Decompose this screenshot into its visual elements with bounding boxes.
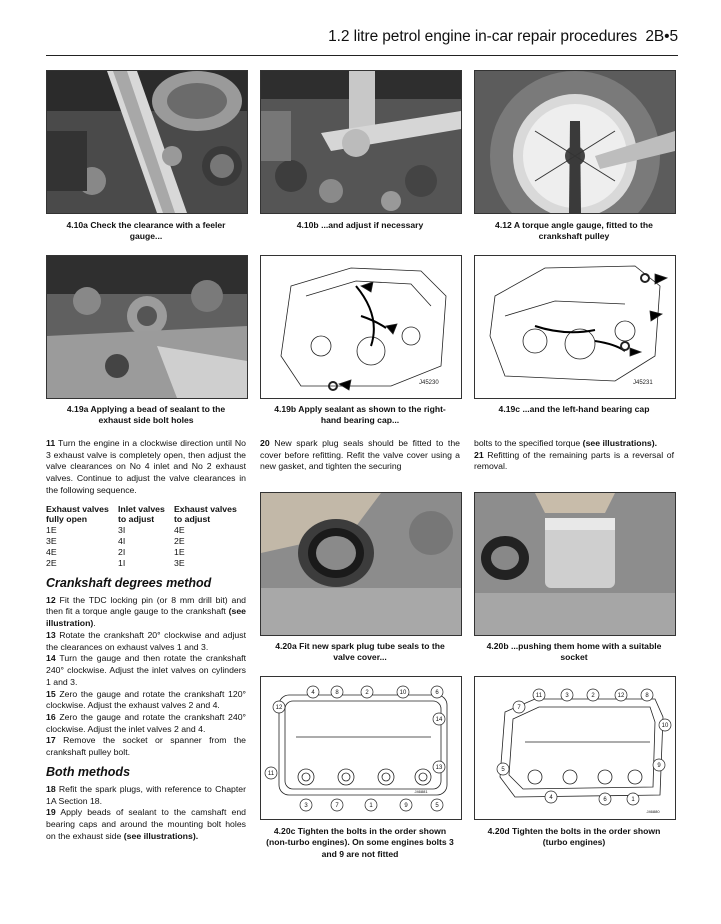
table-row: 2E 1I 3E <box>46 558 185 569</box>
caption-4-19c: 4.19c ...and the left-hand bearing cap <box>498 404 650 414</box>
bolt-number: 5 <box>435 803 439 809</box>
bolt-number: 11 <box>267 771 275 777</box>
bolt-number: 12 <box>617 693 625 699</box>
diagram-code-4-19b: J45230 <box>419 380 439 386</box>
bolt-number: 10 <box>399 690 407 696</box>
paragraph-20: 20 New spark plug seals should be fitted to the cover before refitting. Refit the valve cover using a new gasket, and tighten the securing <box>260 438 460 472</box>
bolt-number: 1 <box>369 803 373 809</box>
paragraph-14: 14 Turn the gauge and then rotate the crankshaft 240° clockwise. Adjust the inlet valves on cylinders 1 and 3. <box>46 653 246 687</box>
bolt-number: 11 <box>535 693 543 699</box>
diagram-code-4-20d: J46880 <box>646 809 660 814</box>
paragraph-19: 19 Apply beads of sealant to the camshaft end bearing caps and around the mounting bolt holes on the exhaust side (see illustrations). <box>46 807 246 841</box>
heading-crankshaft-method: Crankshaft degrees method <box>46 575 212 590</box>
paragraph-17: 17 Remove the socket or spanner from the crankshaft pulley bolt. <box>46 735 246 758</box>
paragraph-16: 16 Zero the gauge and rotate the crankshaft 240° clockwise. Adjust the inlet valves 2 and 4. <box>46 712 247 734</box>
bolt-number: 2 <box>365 690 369 696</box>
bolt-number: 2 <box>591 693 595 699</box>
valve-table-header: Inlet valves to adjust <box>118 503 165 525</box>
diagram-code-4-20c: J46881 <box>414 789 428 794</box>
bolt-number: 6 <box>603 797 607 803</box>
page-header <box>46 28 678 46</box>
bolt-number: 13 <box>435 765 443 771</box>
text-column-1 <box>46 438 246 843</box>
diagram-4-19b <box>260 255 462 399</box>
page-number: 2B•5 <box>645 28 678 45</box>
photo-4-12 <box>474 70 676 214</box>
header-rule <box>46 55 678 56</box>
bolt-number: 10 <box>661 723 669 729</box>
bolt-number: 9 <box>404 803 408 809</box>
photo-4-20a <box>260 492 462 636</box>
paragraph-21: 21 Refitting of the remaining parts is a reversal of removal. <box>474 449 674 472</box>
valve-table <box>46 504 246 570</box>
diagram-4-20c <box>260 676 462 820</box>
bolt-number: 1 <box>631 797 635 803</box>
bolt-number: 9 <box>657 763 661 769</box>
caption-4-10a: 4.10a Check the clearance with a feeler gauge... <box>66 220 226 242</box>
paragraph-15: 15 Zero the gauge and rotate the crankshaft 120° clockwise. Adjust the exhaust valves 2 and 4. <box>46 688 247 711</box>
header-title: 1.2 litre petrol engine in-car repair procedures <box>328 28 637 45</box>
paragraph-20-continued: bolts to the specified torque (see illustrations). <box>474 438 658 448</box>
caption-4-10b: 4.10b ...and adjust if necessary <box>296 220 424 230</box>
caption-4-20b: 4.20b ...pushing them home with a suitable socket <box>486 641 662 663</box>
caption-4-20d: 4.20d Tighten the bolts in the order shown (turbo engines) <box>487 826 661 848</box>
photo-4-10b <box>260 70 462 214</box>
bolt-number: 8 <box>335 690 339 696</box>
diagram-code-4-19c: J45231 <box>633 380 653 386</box>
diagram-4-19c <box>474 255 676 399</box>
valve-table-header: Exhaust valves fully open <box>46 503 109 525</box>
bolt-number: 6 <box>435 690 439 696</box>
bolt-number: 12 <box>275 705 283 711</box>
photo-4-20b <box>474 492 676 636</box>
caption-4-20a: 4.20a Fit new spark plug tube seals to the valve cover... <box>275 641 445 663</box>
bolt-number: 3 <box>304 803 308 809</box>
text-column-3 <box>474 438 674 473</box>
bolt-number: 3 <box>565 693 569 699</box>
table-row: 1E 3I 4E <box>46 524 185 535</box>
heading-both-methods: Both methods <box>46 764 131 779</box>
caption-4-19b: 4.19b Apply sealant as shown to the right-hand bearing cap... <box>274 404 446 426</box>
caption-4-19a: 4.19a Applying a bead of sealant to the exhaust side bolt holes <box>66 404 226 426</box>
diagram-4-20d <box>474 676 676 820</box>
bolt-number: 7 <box>517 705 521 711</box>
text-column-2 <box>260 438 460 473</box>
caption-4-20c: 4.20c Tighten the bolts in the order shown (non-turbo engines). On some engines bolts 3 and 9 are not fitted <box>266 826 454 859</box>
paragraph-18: 18 Refit the spark plugs, with reference to Chapter 1A Section 18. <box>46 783 246 806</box>
bolt-number: 5 <box>501 767 505 773</box>
table-row: 4E 2I 1E <box>46 547 185 558</box>
bolt-number: 7 <box>335 803 339 809</box>
photo-4-10a <box>46 70 248 214</box>
valve-table-header: Exhaust valves to adjust <box>174 503 237 525</box>
paragraph-12: 12 Fit the TDC locking pin (or 8 mm drill bit) and then fit a torque angle gauge to the crankshaft (see illustration). <box>46 594 246 629</box>
paragraph-13: 13 Rotate the crankshaft 20° clockwise and adjust the clearances on exhaust valves 1 and 3. <box>46 629 246 652</box>
table-row: 3E 4I 2E <box>46 535 185 546</box>
photo-4-19a <box>46 255 248 399</box>
paragraph-11: 11 Turn the engine in a clockwise direction until No 3 exhaust valve is completely open, then adjust the valve clearances on No 4 inlet and No 2 exhaust valves. Continue to adjust the valve clearances in the following sequence. <box>46 438 246 495</box>
caption-4-12: 4.12 A torque angle gauge, fitted to the crankshaft pulley <box>495 220 653 242</box>
bolt-number: 8 <box>645 693 649 699</box>
bolt-number: 4 <box>311 690 315 696</box>
bolt-number: 14 <box>435 717 443 723</box>
bolt-number: 4 <box>549 795 553 801</box>
